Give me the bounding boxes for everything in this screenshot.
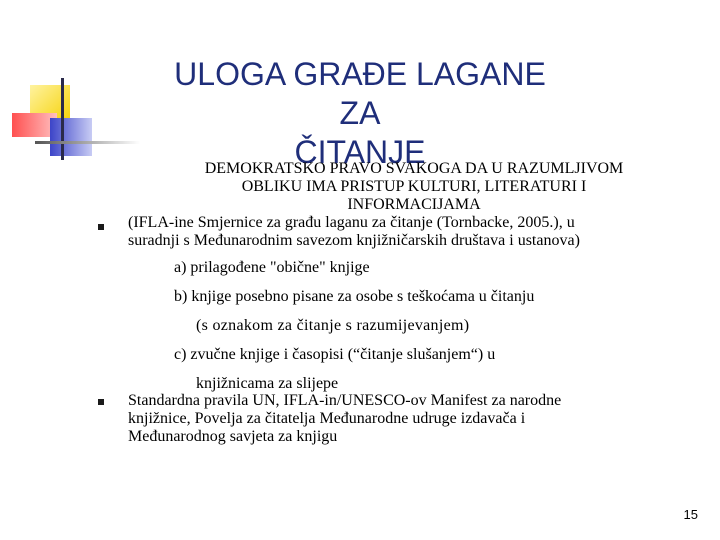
bullet-item xyxy=(98,392,708,446)
title-line: ČITANJE xyxy=(294,134,426,170)
sub-line: a) prilagođene "obične" knjige xyxy=(174,259,370,276)
sub-line: knjižnicama za slijepe xyxy=(196,375,339,392)
bullet-line: Standardna pravila UN, IFLA-in/UNESCO-ov Manifest za narodne xyxy=(128,392,562,409)
title-line: ULOGA GRAĐE LAGANE ZA xyxy=(174,56,546,131)
bullet-square-icon xyxy=(98,399,104,405)
sub-line: (s oznakom za čitanje s razumijevanjem) xyxy=(196,317,470,334)
page-number: 15 xyxy=(683,507,698,522)
bullet-line: Međunarodnog savjeta za knjigu xyxy=(128,428,338,445)
bullet-line: (IFLA-ine Smjernice za građu laganu za čitanje (Tornbacke, 2005.), u xyxy=(128,214,575,231)
heading-line: OBLIKU IMA PRISTUP KULTURI, LITERATURI I xyxy=(241,178,587,195)
sub-line: c) zvučne knjige i časopisi (“čitanje slušanjem“) u xyxy=(174,346,496,363)
slide-title xyxy=(150,55,570,172)
bullet-line: knjižnice, Povelja za čitatelja Međunarodne udruge izdavača i xyxy=(128,410,526,427)
heading-line: DEMOKRATSKO PRAVO SVAKOGA DA U RAZUMLJIVOM xyxy=(204,160,624,177)
bullet-item xyxy=(98,214,708,398)
sub-line: b) knjige posebno pisane za osobe s teškoćama u čitanju xyxy=(174,288,535,305)
sub-list xyxy=(174,253,708,398)
heading-line: INFORMACIJAMA xyxy=(347,196,481,213)
slide-body xyxy=(98,160,708,446)
decorative-squares-logo xyxy=(0,0,140,165)
section-heading xyxy=(98,160,708,214)
bullet-line: suradnji s Međunarodnim savezom knjižničarskih društava i ustanova) xyxy=(128,232,580,249)
bullet-square-icon xyxy=(98,224,104,230)
